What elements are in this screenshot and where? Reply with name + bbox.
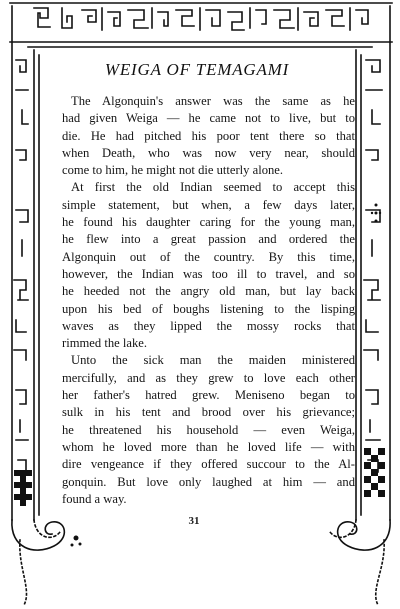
- text-line: had given Weiga — he came not to live, but to: [62, 111, 355, 126]
- body-text: [62, 93, 355, 508]
- text-line: sulk in his tent and brood over his grievance;: [62, 405, 355, 420]
- text-line: rimmed the lake.: [62, 336, 147, 351]
- text-line: whom he loved more than he loved life — with: [62, 439, 355, 454]
- text-line: come to him, he might not die utterly alone.: [62, 163, 284, 178]
- page-number: 31: [188, 515, 200, 527]
- text-line: he heeded not the angry old man, but lay back: [62, 284, 355, 299]
- text-line: dire vengeance if they offered succour to the Al-: [62, 457, 355, 472]
- text-line: die. He had pitched his poor tent there so that: [62, 128, 355, 143]
- text-line: found a way.: [62, 491, 127, 506]
- text-line: The Algonquin's answer was the same as he: [71, 94, 355, 108]
- text-line: her father's hatred grew. Meniseno began to: [62, 388, 355, 403]
- text-line: when Death, who was now very near, should: [62, 145, 355, 160]
- text-line: he found his daughter caring for the young man,: [62, 215, 355, 230]
- text-line: he threatened his household — even Weiga,: [62, 422, 355, 437]
- text-line: At first the old Indian seemed to accept this: [71, 180, 355, 195]
- text-line: however, the Indian was too ill to travel, and so: [62, 266, 355, 281]
- text-line: waves as they lipped the mossy rocks that: [62, 318, 355, 333]
- text-line: simple statement, but when, a few days later,: [62, 197, 355, 212]
- text-line: Unto the sick man the maiden ministered: [71, 353, 355, 368]
- text-line: upon his bed of boughs listening to the lisping: [62, 301, 355, 316]
- text-line: Algonquin out of the country. By this time,: [62, 249, 355, 264]
- text-line: mercifully, and as they grew to love each other: [62, 370, 355, 385]
- text-line: gonquin. But love only laughed at him — and: [62, 474, 355, 489]
- text-line: he flew into a great passion and ordered the: [62, 232, 355, 247]
- chapter-title: WEIGA OF TEMAGAMI: [104, 60, 290, 79]
